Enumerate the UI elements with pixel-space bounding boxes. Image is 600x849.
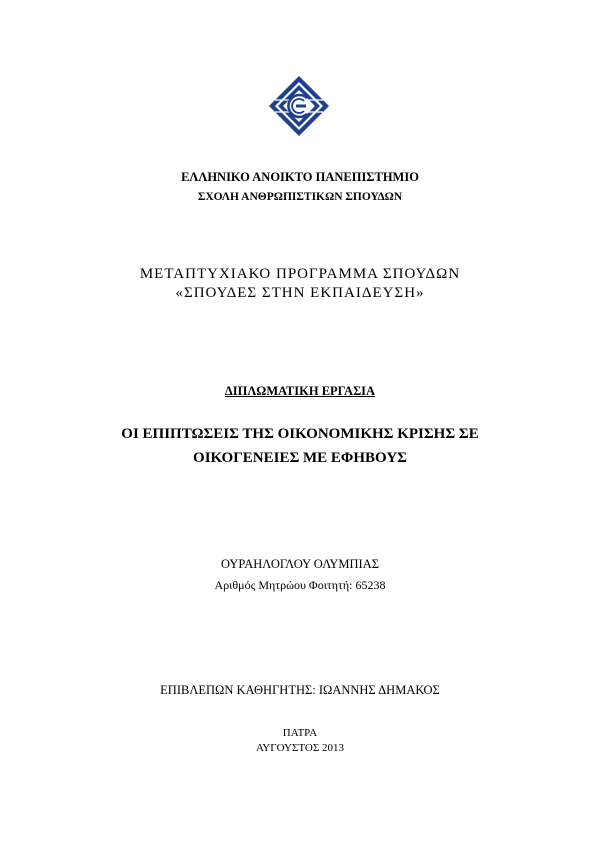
school-name: ΣΧΟΛΗ ΑΝΘΡΩΠΙΣΤΙΚΩΝ ΣΠΟΥΔΩΝ (197, 191, 403, 203)
thesis-title-line1: ΟΙ ΕΠΙΠΤΩΣΕΙΣ ΤΗΣ ΟΙΚΟΝΟΜΙΚΗΣ ΚΡΙΣΗΣ ΣΕ (121, 426, 479, 442)
date: ΑΥΓΟΥΣΤΟΣ 2013 (256, 742, 344, 754)
thesis-title-line2: ΟΙΚΟΓΕΝΕΙΕΣ ΜΕ ΕΦΗΒΟΥΣ (193, 450, 407, 466)
place: ΠΑΤΡΑ (282, 727, 318, 739)
university-name: ΕΛΛΗΝΙΚΟ ΑΝΟΙΚΤΟ ΠΑΝΕΠΙΣΤΗΜΙΟ (181, 170, 419, 184)
student-registration-number: Αριθμός Μητρώου Φοιτητή: 65238 (214, 578, 386, 592)
document-type: ΔΙΠΛΩΜΑΤΙΚΗ ΕΡΓΑΣΙΑ (224, 384, 376, 398)
author-name: ΟΥΡΑΗΛΟΓΛΟΥ ΟΛΥΜΠΙΑΣ (220, 557, 380, 571)
program-title-line1: ΜΕΤΑΠΤΥΧΙΑΚΟ ΠΡΟΓΡΑΜΜΑ ΣΠΟΥΔΩΝ (139, 266, 461, 282)
program-title-line2: «ΣΠΟΥΔΕΣ ΣΤΗΝ ΕΚΠΑΙΔΕΥΣΗ» (175, 285, 425, 301)
supervisor: ΕΠΙΒΛΕΠΩΝ ΚΑΘΗΓΗΤΗΣ: ΙΩΑΝΝΗΣ ΔΗΜΑΚΟΣ (160, 683, 440, 697)
eap-university-logo-icon (269, 76, 329, 136)
